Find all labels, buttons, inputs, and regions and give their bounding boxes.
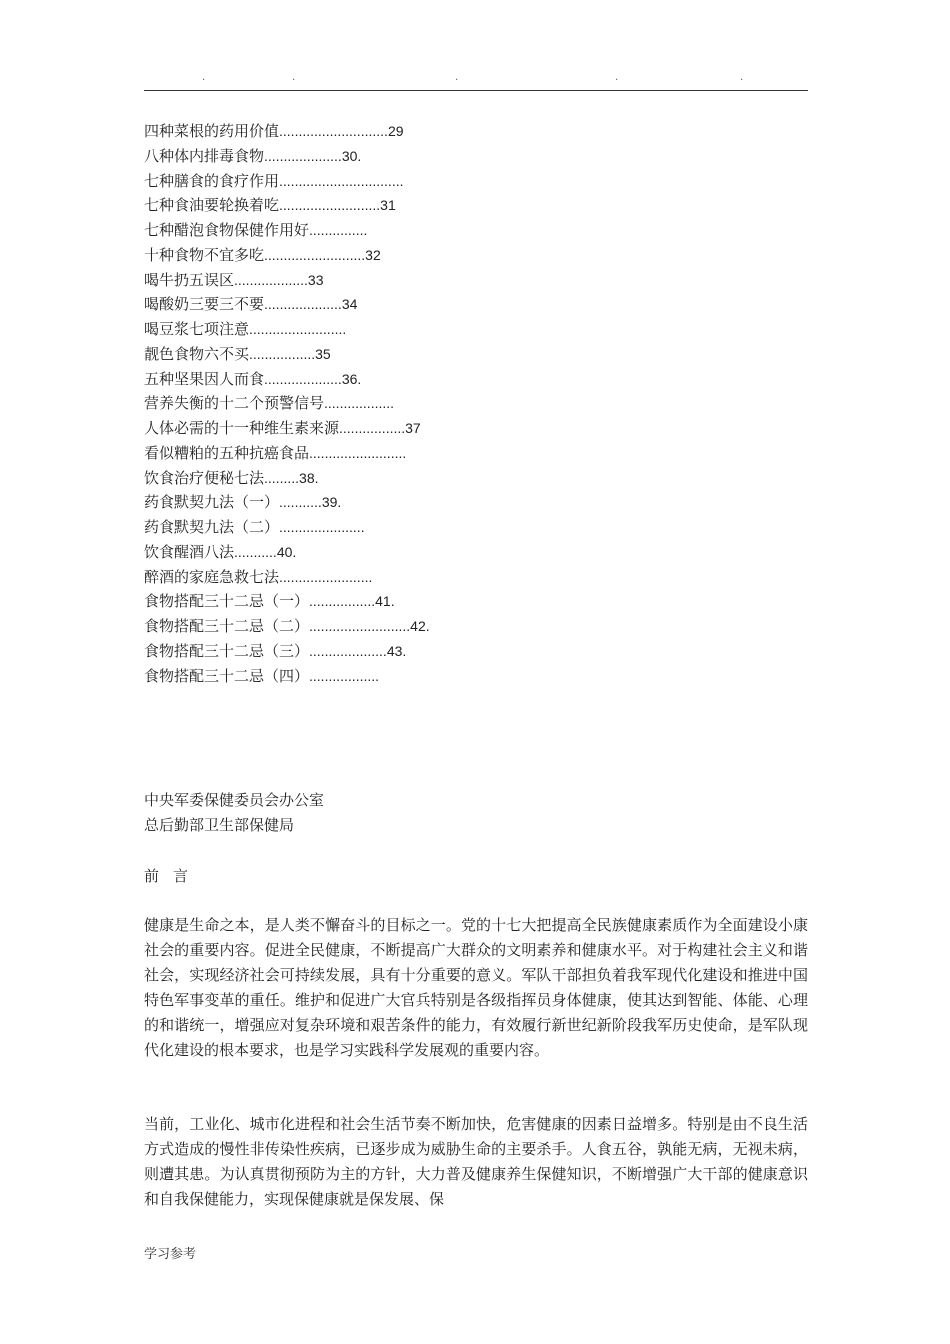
header-dot: . [292,72,296,83]
toc-item[interactable] [144,515,744,540]
organization-block [144,788,324,838]
toc-item[interactable] [144,119,744,144]
toc-item-title: 食物搭配三十二忌（三） [144,641,310,660]
toc-item-leader: ......... [264,469,300,486]
toc-item-page: 37 [405,420,421,436]
header-dot: . [740,72,744,83]
toc-item-leader: ............................ [279,123,388,139]
toc-item-leader: ......................... [249,321,347,337]
toc-item-title: 食物搭配三十二忌（二） [144,617,310,635]
header-dot: . [202,72,206,83]
toc-item-page: 33 [307,271,324,288]
header-rule [144,90,808,91]
preface-title: 前言 [144,867,203,885]
toc-item[interactable] [144,243,744,268]
toc-item[interactable] [144,218,744,243]
toc-item[interactable] [144,292,744,317]
toc-item-leader: .................. [324,395,395,412]
toc-item-page: 34 [341,296,358,313]
toc-item-page: 32 [365,246,381,263]
toc-item-title: 药食默契九法（一） [144,493,280,512]
toc-item[interactable] [144,466,744,491]
page-footer: 学习参考 [144,1247,197,1262]
toc-item[interactable] [144,416,744,441]
toc-item-leader: ........................ [279,568,373,585]
toc-item-leader: .................... [264,370,342,387]
toc-item[interactable] [144,367,744,392]
toc-item-title: 药食默契九法（二） [144,518,280,536]
toc-item-page: 31 [380,197,396,214]
toc-item-leader: ................. [309,593,376,610]
toc-item-title: 醉酒的家庭急救七法 [144,567,280,586]
toc-item[interactable] [144,540,744,565]
toc-item-leader: ......................... [309,444,407,461]
toc-item-leader: ........... [234,543,277,560]
toc-item-title: 四种菜根的药用价值 [144,122,280,140]
toc-item-page: 43. [386,642,407,659]
toc-item-title: 喝酸奶三要三不要 [144,295,265,314]
toc-item-page: 36. [341,370,362,387]
toc-item-page: 41. [375,593,395,610]
toc-item-leader: .................... [309,642,387,659]
header-dots [144,72,808,88]
toc-item[interactable] [144,441,744,466]
toc-item-page: 42. [410,618,430,634]
toc-item-leader: .................. [309,667,380,684]
toc-item-title: 八种体内排毒食物 [144,146,265,165]
toc-item-page: 38. [299,469,319,486]
toc-item[interactable] [144,490,744,515]
toc-item-leader: .......................... [309,618,411,634]
preface-paragraph: 健康是生命之本，是人类不懈奋斗的目标之一。党的十七大把提高全民族健康素质作为全面建设小康社会的重要内容。促进全民健康，不断提高广大群众的文明素养和健康水平。对于构建社会主义和谐社会，实现经济社会可持续发展，具有十分重要的意义。军队干部担负着我军现代化建设和推进中国特色军事变革的重任。维护和促进广大官兵特别是各级指挥员身体健康，使其达到智能、体能、心理的和谐统一，增强应对复杂环境和艰苦条件的能力，有效履行新世纪新阶段我军历史使命，是军队现代化建设的根本要求，也是学习实践科学发展观的重要内容。 [144,916,808,1059]
toc-item[interactable] [144,391,744,416]
toc-item-leader: ........... [279,494,322,511]
toc-item[interactable] [144,639,744,664]
toc-item-title: 饮食治疗便秘七法 [144,468,265,487]
toc-item-title: 食物搭配三十二忌（四） [144,666,310,685]
toc-item-title: 营养失衡的十二个预警信号 [144,394,325,413]
header-dot: . [615,72,619,83]
toc-item-title: 五种坚果因人而食 [144,369,265,388]
toc-item-page: 35 [315,345,331,362]
toc-item[interactable] [144,614,744,639]
toc-item-title: 靓色食物六不买 [144,344,250,363]
toc-item-leader: ...................... [279,519,365,535]
preface-paragraph: 当前，工业化、城市化进程和社会生活节奏不断加快，危害健康的因素日益增多。特别是由不良生活方式造成的慢性非传染性疾病，已逐步成为威胁生命的主要杀手。人食五谷，孰能无病，无视未病，则遭其患。为认真贯彻预防为主的方针，大力普及健康养生保健知识，不断增强广大干部的健康意识和自我保健能力，实现保健康就是保发展、保 [144,1115,808,1208]
toc-item[interactable] [144,193,744,218]
toc-item-title: 七种醋泡食物保健作用好 [144,221,310,239]
toc-item-leader: ................... [234,271,308,288]
organization-line: 总后勤部卫生部保健局 [144,816,295,834]
toc-item-page: 40. [276,543,297,560]
toc-item-title: 喝豆浆七项注意 [144,320,250,338]
toc-item-title: 喝牛扔五误区 [144,270,235,289]
toc-item-title: 人体必需的十一种维生素来源 [144,419,340,437]
toc-item-title: 十种食物不宜多吃 [144,245,265,264]
organization-line: 中央军委保健委员会办公室 [144,791,325,809]
toc-item-leader: .......................... [279,197,381,214]
toc-item[interactable] [144,268,744,293]
toc-item-title: 饮食醒酒八法 [144,542,235,561]
toc-item-title: 七种膳食的食疗作用 [144,171,280,190]
toc-item[interactable] [144,664,744,689]
toc-item[interactable] [144,317,744,342]
toc-item-leader: .................... [264,147,342,164]
table-of-contents [144,119,744,688]
toc-item[interactable] [144,342,744,367]
toc-item-page: 39. [321,494,342,511]
toc-item[interactable] [144,144,744,169]
toc-item-page: 29 [387,123,404,139]
toc-item-leader: ................. [249,345,316,362]
toc-item[interactable] [144,169,744,194]
toc-item-leader: .................... [264,296,342,313]
toc-item-title: 看似糟粕的五种抗癌食品 [144,443,310,462]
toc-item-leader: ............... [309,222,368,238]
toc-item-page: 30. [341,147,362,164]
toc-item-title: 七种食油要轮换着吃 [144,196,280,215]
toc-item-title: 食物搭配三十二忌（一） [144,592,310,611]
toc-item-leader: ................. [339,420,406,436]
toc-item-leader: .......................... [264,246,366,263]
toc-item[interactable] [144,565,744,590]
toc-item-leader: ................................ [279,172,404,189]
toc-item[interactable] [144,589,744,614]
header-dot: . [455,72,459,83]
